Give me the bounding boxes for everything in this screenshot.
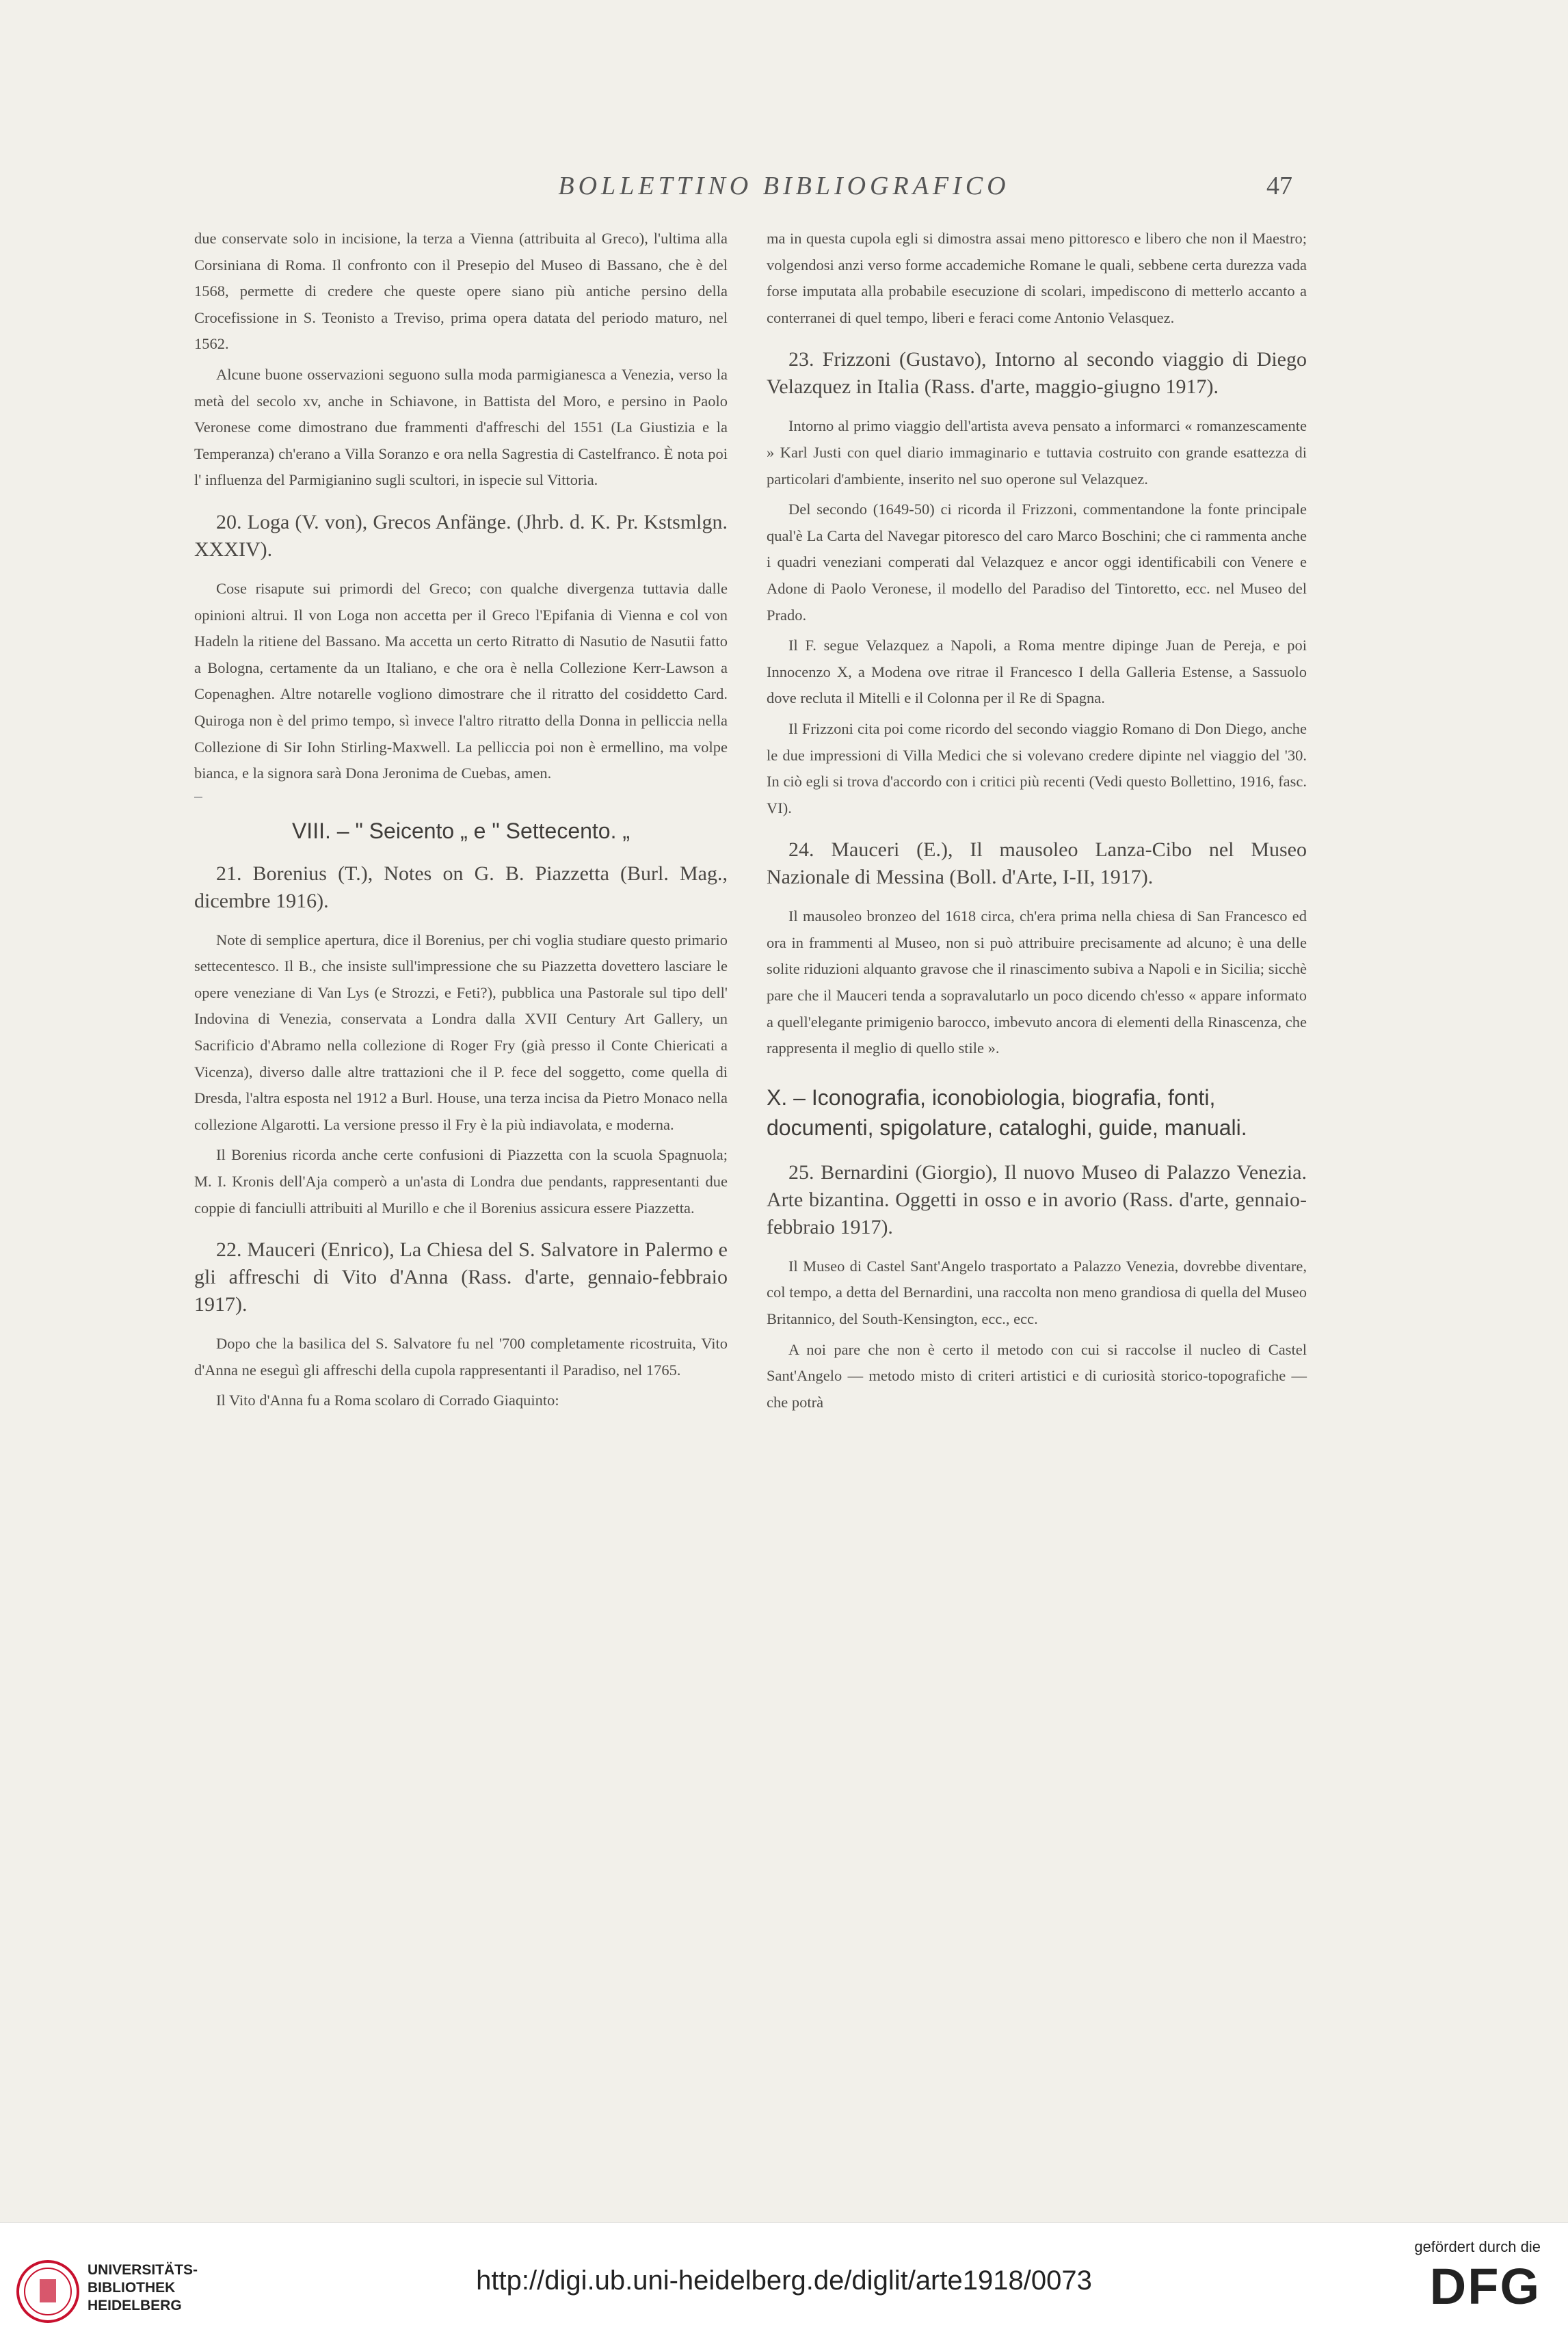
paragraph: Cose risapute sui primordi del Greco; con qualche divergenza tuttavia dalle opinioni altrui. Il von Loga non accetta per il Greco l'Epifania di Vienna e col von Hadeln la ritiene del Bassano. Ma accetta un certo Ritratto di Nasutio de Nasutii fatto a Bologna, certamente da un Italiano, e che ora è nella Collezione Kerr-Lawson a Copenaghen. Altre notarelle vogliono dimostrare che il ritratto del cosiddetto Card. Quiroga non è del primo tempo, sì invece l'altro ritratto della Donna in pelliccia nella Collezione di Sir Iohn Stirling-Maxwell. La pelliccia poi non è ermellino, ma volpe bianca, e la signora sarà Dona Jeronima de Cuebas, amen. [194, 579, 728, 782]
paragraph: Il F. segue Velazquez a Napoli, a Roma mentre dipinge Juan de Pereja, e poi Innocenzo X, a Modena ove ritrae il Francesco I della Galleria Estense, a Sassuolo dove recluta il Mitelli e il Colonna per il Re di Spagna. [767, 637, 1307, 707]
library-name-line: HEIDELBERG [88, 2298, 182, 2313]
paragraph: ma in questa cupola egli si dimostra assai meno pittoresco e libero che non il Maestro; volgendosi anzi verso forme accademiche Romane le quali, sebbene certa durezza vada forse imputata alla probabile esecuzione di scolari, impediscono di metterlo accanto a conterranei di quel tempo, liberi e feraci come Antonio Velasquez. [767, 230, 1307, 326]
funding-text: gefördert durch die [1414, 2238, 1541, 2255]
paragraph: Il mausoleo bronzeo del 1618 circa, ch'era prima nella chiesa di San Francesco ed ora in frammenti al Museo, non si può attribuire precisamente ad alcuno; è una delle solite riduzioni alquanto gravose che il rinascimento subiva a Napoli e in Sicilia; sicchè pare che il Mauceri tenda a sopravalutarlo un poco dicendo ch'esso « appare informato a quell'elegante primigenio barocco, imbevuto ancora di elementi della Rinascenza, che rappresenta il meglio di quello stile ». [767, 907, 1307, 1057]
paragraph: Il Frizzoni cita poi come ricordo del secondo viaggio Romano di Don Diego, anche le due impressioni di Villa Medici che si volevano credere dipinte nel viaggio del '30. In ciò egli si trova d'accordo con i critici più recenti (Vedi questo Bollettino, 1916, fasc. VI). [767, 719, 1307, 816]
bibliographic-entry: 23. Frizzoni (Gustavo), Intorno al secondo viaggio di Diego Velazquez in Italia (Rass. d'arte, maggio-giugno 1917). [767, 348, 1307, 399]
paragraph: Note di semplice apertura, dice il Borenius, per chi voglia studiare questo primario settecentesco. Il B., che insiste sull'impressione che su Piazzetta dovettero lasciare le opere veneziane di Van Lys (e Strozzi, e Feti?), pubblica una Pastorale sul tipo dell' Indovina di Venezia, conservata a Londra dalla XVII Century Art Gallery, un Sacrificio d'Abramo nella collezione di Roger Fry (già presso il Conte Chiericati a Vicenza), diverso dalle altre trattazioni che il P. fece del soggetto, come quella di Dresda, l'altra esposta nel 1912 a Burl. House, una terza incisa da Pietro Monaco nella collezione Algarotti. La versione presso il Fry è la più indiavolata, e moderna. [194, 931, 728, 1133]
page-number: 47 [1266, 172, 1292, 200]
paragraph: Alcune buone osservazioni seguono sulla moda parmigianesca a Venezia, verso la metà del secolo xv, anche in Schiavone, in Battista del Moro, e persino in Paolo Veronese come dimostrano due frammenti d'affreschi del 1551 (La Giustizia e la Temperanza) ch'erano a Villa Soranzo e ora nella Sagrestia di Castelfranco. È nota poi l' influenza del Parmigianino sugli scultori, in ispecie sul Vittoria. [194, 365, 728, 489]
bibliographic-entry: 24. Mauceri (E.), Il mausoleo Lanza-Cibo nel Museo Nazionale di Messina (Boll. d'Arte, I-II, 1917). [767, 838, 1307, 889]
footer-bar [0, 2222, 1568, 2351]
left-column [194, 226, 728, 1418]
source-url-link[interactable]: http://digi.ub.uni-heidelberg.de/diglit/arte1918/0073 [476, 2266, 1092, 2296]
paragraph: due conservate solo in incisione, la terza a Vienna (attribuita al Greco), l'ultima alla Corsiniana di Roma. Il confronto con il Presepio del Museo di Bassano, che è del 1568, permette di credere che queste opere siano più antiche persino della Crocefissione in S. Teonisto a Treviso, prima opera datata del periodo maturo, nel 1562. [194, 230, 728, 353]
section-heading: X. – Iconografia, iconobiologia, biografia, fonti, documenti, spigolature, cataloghi, guide, manuali. [767, 1085, 1247, 1140]
dfg-logo: DFG [1429, 2258, 1541, 2315]
library-name-line: UNIVERSITÄTS- [88, 2262, 198, 2278]
paragraph: Il Borenius ricorda anche certe confusioni di Piazzetta con la scuola Spagnuola; M. I. Kronis dell'Aja comperò a un'asta di Londra due pendants, rappresentanti due coppie di fanciulli attribuiti al Murillo e che il Borenius assicura essere Piazzetta. [194, 1146, 728, 1217]
funding-block [1397, 2238, 1541, 2317]
running-title: BOLLETTINO BIBLIOGRAFICO [558, 172, 1010, 200]
bibliographic-entry: 25. Bernardini (Giorgio), Il nuovo Museo di Palazzo Venezia. Arte bizantina. Oggetti in osso e in avorio (Rass. d'arte, gennaio-febbraio 1917). [767, 1160, 1307, 1238]
right-column [767, 226, 1307, 1420]
library-name-line: BIBLIOTHEK [88, 2280, 176, 2296]
bibliographic-entry: 22. Mauceri (Enrico), La Chiesa del S. Salvatore in Palermo e gli affreschi di Vito d'Anna (Rass. d'arte, gennaio-febbraio 1917). [194, 1238, 728, 1316]
bibliographic-entry: 21. Borenius (T.), Notes on G. B. Piazzetta (Burl. Mag., dicembre 1916). [194, 862, 728, 912]
section-heading: VIII. – " Seicento „ e " Settecento. „ [291, 818, 630, 843]
bibliographic-entry: 20. Loga (V. von), Grecos Anfänge. (Jhrb. d. K. Pr. Kstsmlgn. XXXIV). [194, 510, 728, 561]
paragraph: Il Vito d'Anna fu a Roma scolaro di Corrado Giaquinto: [216, 1392, 559, 1409]
paragraph: Intorno al primo viaggio dell'artista aveva pensato a informarci « romanzescamente » Karl Justi con quel diario immaginario e tuttavia costruito con grande esattezza di particolari d'ambiente, inserito nel suo operone sul Velazquez. [767, 417, 1307, 488]
paragraph: A noi pare che non è certo il metodo con cui si raccolse il nucleo di Castel Sant'Angelo — metodo misto di criteri artistici e di curiosità storico-topografiche — che potrà [767, 1340, 1307, 1411]
section-separator [194, 797, 202, 798]
paragraph: Dopo che la basilica del S. Salvatore fu nel '700 completamente ricostruita, Vito d'Anna ne eseguì gli affreschi della cupola rappresentanti il Paradiso, nel 1765. [194, 1335, 728, 1379]
paragraph: Il Museo di Castel Sant'Angelo trasportato a Palazzo Venezia, dovrebbe diventare, col tempo, a detta del Bernardini, una raccolta non meno grandiosa di quella del Museo Britannico, del South-Kensington, ecc., ecc. [767, 1257, 1307, 1328]
paragraph: Del secondo (1649-50) ci ricorda il Frizzoni, commentandone la fonte principale qual'è La Carta del Navegar pitoresco del caro Marco Boschini; che ci rammenta anche i quadri veneziani comperati dal Velazquez e ancor oggi identificabili con Venere e Adone di Paolo Veronese, il modello del Paradiso del Tintoretto, ecc. nel Museo del Prado. [767, 501, 1307, 624]
